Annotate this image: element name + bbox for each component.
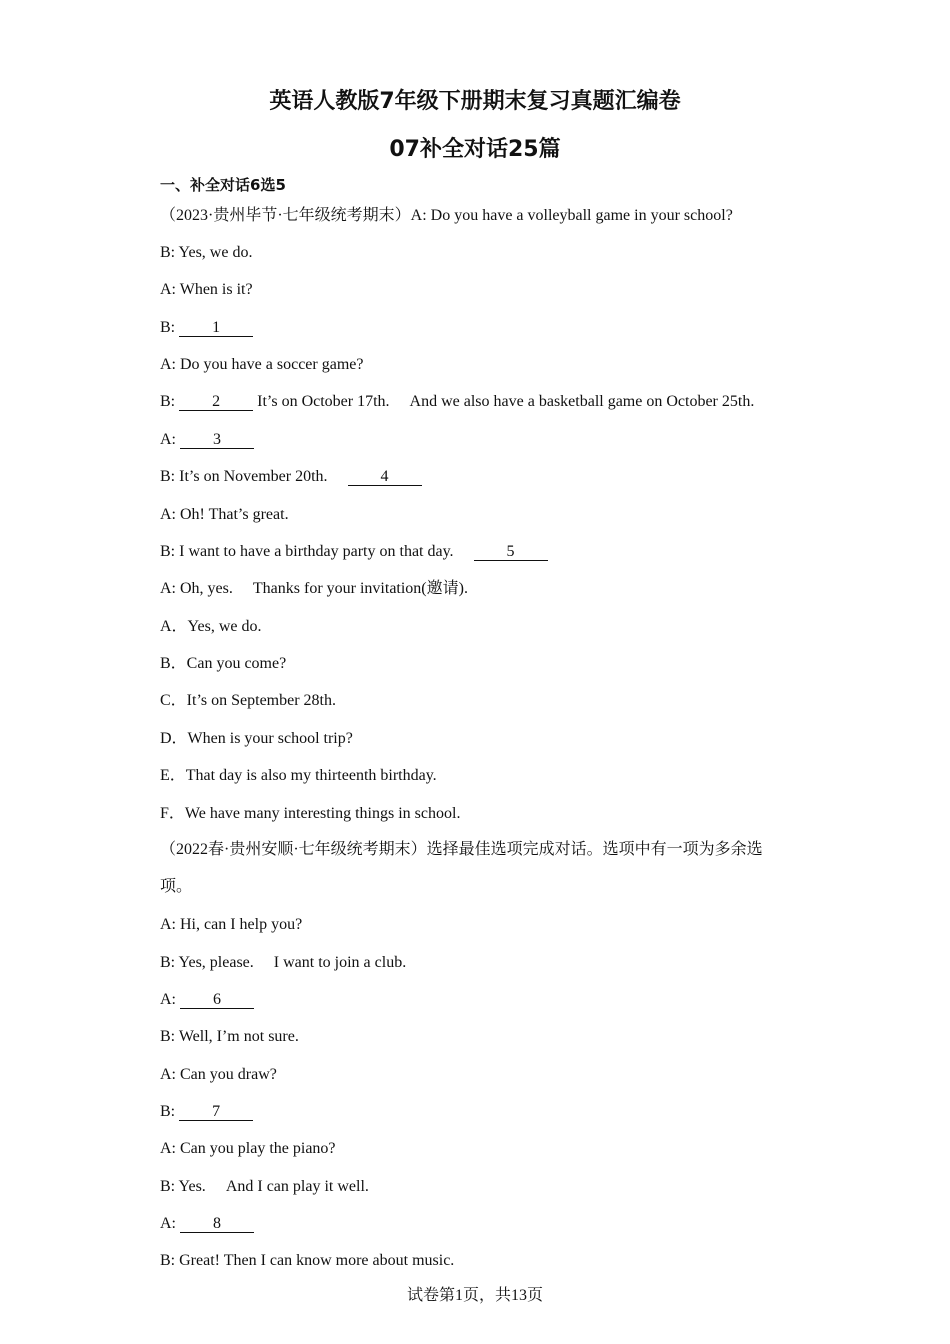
- dialogue-line: A: Hi, can I help you?: [160, 916, 303, 933]
- blank-6[interactable]: 6: [180, 992, 254, 1009]
- dialogue-text: And I can play it well.: [225, 1178, 369, 1195]
- speaker-label: A:: [160, 431, 180, 448]
- dialogue-line: [160, 579, 468, 599]
- blank-2[interactable]: 2: [179, 394, 253, 411]
- dialogue-text: I want to join a club.: [273, 954, 407, 971]
- dialogue-text: B: I want to have a birthday party on that day.: [160, 543, 454, 560]
- dialogue-text: And we also have a basketball game on October 25th.: [409, 393, 755, 410]
- dialogue-line: [160, 318, 253, 338]
- speaker-label: B:: [160, 393, 180, 410]
- page-title-line2: 07补全对话25篇: [389, 137, 561, 162]
- dialogue-text: A: Oh, yes.: [160, 580, 233, 597]
- dialogue-line: A: Can you draw?: [160, 1066, 277, 1083]
- dialogue-line: [160, 1177, 369, 1197]
- speaker-label: B:: [160, 319, 180, 336]
- page-title-line1: 英语人教版7年级下册期末复习真题汇编卷: [269, 89, 681, 114]
- dialogue-line: [160, 953, 406, 973]
- dialogue-text: It’s on October 17th.: [253, 393, 390, 410]
- dialogue-line: [160, 392, 754, 412]
- passage2-source: （2022春·贵州安顺·七年级统考期末）选择最佳选项完成对话。选项中有一项为多余选: [160, 841, 763, 858]
- speaker-label: A:: [160, 1215, 180, 1232]
- dialogue-line: [160, 542, 548, 562]
- section-heading: 一、补全对话6选5: [160, 176, 286, 194]
- option-f: F．We have many interesting things in school.: [160, 805, 461, 822]
- option-a: A．Yes, we do.: [160, 618, 262, 635]
- dialogue-line: A: Oh! That’s great.: [160, 506, 289, 523]
- speaker-label: B:: [160, 1103, 180, 1120]
- dialogue-line: B: Well, I’m not sure.: [160, 1028, 299, 1045]
- blank-4[interactable]: 4: [348, 469, 422, 486]
- option-e: E．That day is also my thirteenth birthday.: [160, 767, 437, 784]
- dialogue-text: B: Yes, please.: [160, 954, 254, 971]
- passage1-source: （2023·贵州毕节·七年级统考期末）A: Do you have a volleyball game in your school?: [160, 207, 733, 224]
- blank-3[interactable]: 3: [180, 432, 254, 449]
- dialogue-line: [160, 467, 422, 487]
- dialogue-line: [160, 990, 254, 1010]
- dialogue-line: B: Great! Then I can know more about music.: [160, 1252, 455, 1269]
- dialogue-text: B: Yes.: [160, 1178, 206, 1195]
- blank-7[interactable]: 7: [179, 1104, 253, 1121]
- dialogue-line: B: Yes, we do.: [160, 244, 253, 261]
- dialogue-line: [160, 1214, 254, 1234]
- passage2-source-cont: 项。: [160, 878, 193, 895]
- blank-8[interactable]: 8: [180, 1216, 254, 1233]
- speaker-label: A:: [160, 991, 180, 1008]
- page-footer: 试卷第1页，共13页: [406, 1287, 543, 1304]
- dialogue-line: A: Do you have a soccer game?: [160, 356, 364, 373]
- blank-5[interactable]: 5: [474, 544, 548, 561]
- dialogue-line: A: When is it?: [160, 281, 253, 298]
- dialogue-line: A: Can you play the piano?: [160, 1140, 336, 1157]
- option-d: D．When is your school trip?: [160, 730, 353, 747]
- dialogue-line: [160, 430, 254, 450]
- dialogue-text: B: It’s on November 20th.: [160, 468, 328, 485]
- option-c: C．It’s on September 28th.: [160, 692, 336, 709]
- blank-1[interactable]: 1: [179, 320, 253, 337]
- option-b: B．Can you come?: [160, 655, 287, 672]
- dialogue-text: Thanks for your invitation(邀请).: [252, 580, 468, 597]
- dialogue-line: [160, 1102, 253, 1122]
